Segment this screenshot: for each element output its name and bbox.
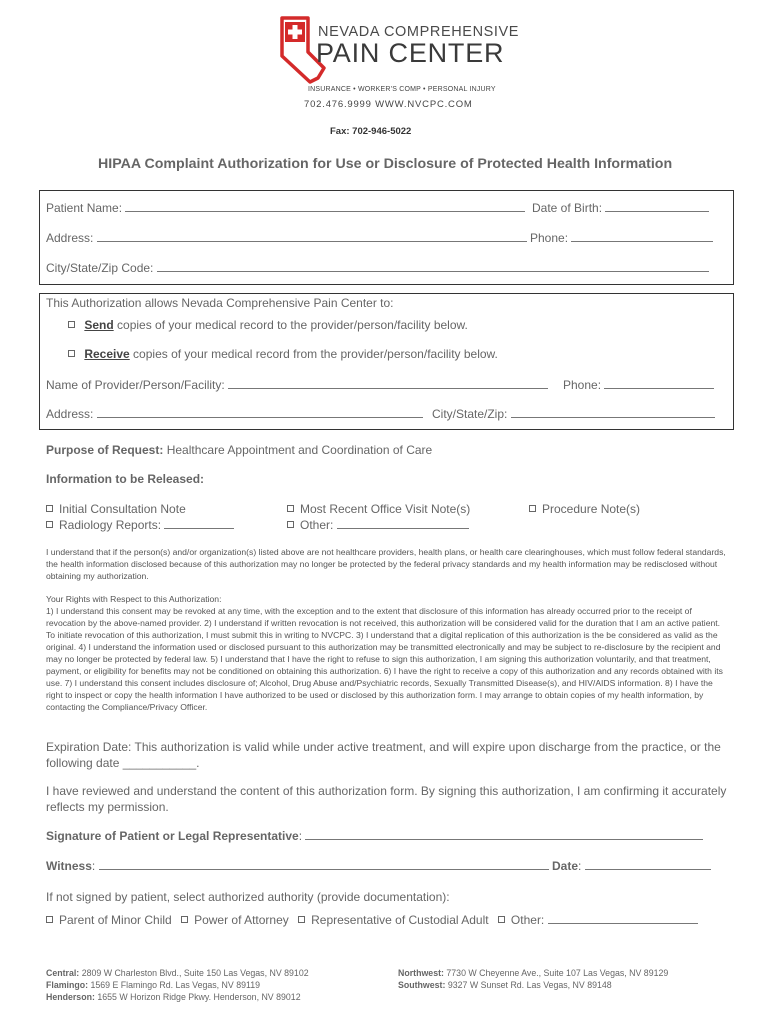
org-tagline: INSURANCE • WORKER'S COMP • PERSONAL INJURY — [308, 86, 496, 93]
recent-checkbox[interactable] — [287, 505, 294, 512]
radiology-label: Radiology Reports: — [59, 518, 162, 532]
date-label: Date — [552, 859, 579, 873]
signature-row — [46, 828, 703, 843]
patient-city-field[interactable] — [157, 260, 709, 272]
footer-flamingo — [46, 980, 260, 990]
provider-field[interactable] — [228, 377, 548, 389]
rights-heading: Your Rights with Respect to this Authorization: — [46, 594, 222, 604]
reviewed-paragraph: I have reviewed and understand the content of this authorization form. By signing this authorization, I am confirming it accurately reflects my permission. — [46, 784, 727, 814]
henderson-label: Henderson: — [46, 992, 95, 1002]
patient-name-row — [46, 200, 525, 215]
custodial-checkbox[interactable] — [298, 916, 305, 923]
info-procedure-option[interactable] — [529, 502, 640, 516]
info-released-label: Information to be Released: — [46, 472, 205, 486]
org-name-line2: PAIN CENTER — [316, 38, 505, 68]
date-colon: : — [578, 859, 582, 873]
provider-address-field[interactable] — [97, 406, 423, 418]
patient-name-field[interactable] — [125, 200, 525, 212]
central-address: 2809 W Charleston Blvd., Suite 150 Las Vegas, NV 89102 — [79, 968, 309, 978]
poa-checkbox[interactable] — [181, 916, 188, 923]
dob-field[interactable] — [605, 200, 709, 212]
fax-number: Fax: 702-946-5022 — [330, 126, 412, 137]
patient-address-field[interactable] — [97, 230, 527, 242]
send-checkbox[interactable] — [68, 321, 75, 328]
other-checkbox[interactable] — [287, 521, 294, 528]
provider-phone-label: Phone: — [563, 378, 602, 392]
footer-henderson — [46, 992, 301, 1002]
witness-field[interactable] — [99, 858, 549, 870]
provider-address-row — [46, 406, 423, 421]
flamingo-address: 1569 E Flamingo Rd. Las Vegas, NV 89119 — [88, 980, 261, 990]
authority-custodial-option[interactable] — [298, 913, 488, 927]
other-field[interactable] — [337, 517, 469, 529]
receive-text: copies of your medical record from the provider/person/facility below. — [129, 347, 498, 361]
procedure-checkbox[interactable] — [529, 505, 536, 512]
signature-colon: : — [298, 829, 303, 843]
authority-other-label: Other: — [510, 913, 545, 927]
authority-poa-option[interactable] — [181, 913, 289, 927]
other-label: Other: — [300, 518, 334, 532]
date-row — [552, 858, 711, 873]
org-contact: 702.476.9999 WWW.NVCPC.COM — [304, 99, 473, 110]
parent-label: Parent of Minor Child — [59, 913, 172, 927]
patient-address-label: Address: — [46, 231, 94, 245]
signature-field[interactable] — [305, 828, 703, 840]
authority-other-field[interactable] — [548, 912, 698, 924]
form-title: HIPAA Complaint Authorization for Use or Disclosure of Protected Health Information — [98, 156, 673, 172]
footer-northwest — [398, 968, 668, 978]
org-name-line1: NEVADA COMPREHENSIVE — [318, 24, 520, 40]
provider-city-label: City/State/Zip: — [432, 407, 508, 421]
custodial-label: Representative of Custodial Adult — [311, 913, 489, 927]
authority-parent-option[interactable] — [46, 913, 172, 927]
rights-paragraph: 1) I understand this consent may be revoked at any time, with the exception and to the extent that disclosure of this information has already occurred prior to the receipt of revocation by the above-named provider. 2) I understand if written revocation is not received, this authorization will be considered valid for the duration that I am an active patient. To initiate revocation of this authorization, I must submit this in writing to NVCPC. 3) I understand that a digital replication of this authorization is the be considered as valid as the original. 4) I understand the information used or disclosed pursuant to this authorization may be transmitted electronically and may be subject to re-disclosure by the recipient and may no longer be protected by federal law. 5) I understand that I have the right to refuse to sign this authorization, I am signing this authorization voluntarily, and that treatment, payment, or eligibility for benefits may not be conditioned on obtaining this authorization. 6) I have the right to receive a copy of this authorization and any records obtained with its use. 7) I understand this consent includes disclosure of; Alcohol, Drug Abuse and/Psychiatric records, Sexually Transmitted Disease(s), and HIV/AIDS information. 8) I have the right to inspect or copy the health information I have authorized to be used or disclosed by this authorization form. I may arrange to obtain copies of my health information, by contacting the Compliance/Privacy Officer. — [46, 606, 723, 712]
provider-phone-field[interactable] — [604, 377, 714, 389]
expiration-paragraph: Expiration Date: This authorization is valid while under active treatment, and will expire upon discharge from the practice, or the following date ___________. — [46, 740, 721, 770]
date-field[interactable] — [585, 858, 711, 870]
radiology-checkbox[interactable] — [46, 521, 53, 528]
patient-city-label: City/State/Zip Code: — [46, 261, 154, 275]
footer-southwest — [398, 980, 612, 990]
central-label: Central: — [46, 968, 80, 978]
northwest-address: 7730 W Cheyenne Ave., Suite 107 Las Vegas, NV 89129 — [443, 968, 669, 978]
authority-options — [46, 912, 698, 927]
info-radiology-option[interactable] — [46, 517, 234, 532]
henderson-address: 1655 W Horizon Ridge Pkwy. Henderson, NV 89012 — [94, 992, 301, 1002]
dob-label: Date of Birth: — [532, 201, 603, 215]
poa-label: Power of Attorney — [194, 913, 289, 927]
patient-address-row — [46, 230, 527, 245]
procedure-label: Procedure Note(s) — [542, 502, 641, 516]
authority-intro: If not signed by patient, select authorized authority (provide documentation): — [46, 890, 450, 904]
receive-checkbox[interactable] — [68, 350, 75, 357]
provider-address-label: Address: — [46, 407, 94, 421]
southwest-address: 9327 W Sunset Rd. Las Vegas, NV 89148 — [445, 980, 612, 990]
authority-other-option[interactable] — [498, 913, 698, 927]
purpose-value: Healthcare Appointment and Coordination of Care — [166, 443, 433, 457]
initial-checkbox[interactable] — [46, 505, 53, 512]
info-other-option[interactable] — [287, 517, 469, 532]
authority-other-checkbox[interactable] — [498, 916, 505, 923]
patient-phone-row — [530, 230, 713, 245]
provider-phone-row — [563, 377, 714, 392]
patient-name-label: Patient Name: — [46, 201, 123, 215]
info-initial-option[interactable] — [46, 502, 186, 516]
receive-word: Receive — [84, 347, 130, 361]
patient-city-row — [46, 260, 709, 275]
auth-intro: This Authorization allows Nevada Comprehensive Pain Center to: — [46, 296, 394, 310]
witness-row — [46, 858, 549, 873]
witness-label: Witness — [46, 859, 92, 873]
initial-label: Initial Consultation Note — [59, 502, 186, 516]
info-recent-option[interactable] — [287, 502, 470, 516]
provider-label: Name of Provider/Person/Facility: — [46, 378, 225, 392]
northwest-label: Northwest: — [398, 968, 444, 978]
provider-city-row — [432, 406, 715, 421]
witness-colon: : — [91, 859, 96, 873]
signature-label: Signature of Patient or Legal Representative — [46, 829, 299, 843]
recent-label: Most Recent Office Visit Note(s) — [300, 502, 471, 516]
purpose-row — [46, 443, 432, 457]
radiology-field[interactable] — [164, 517, 234, 529]
understand-paragraph: I understand that if the person(s) and/or organization(s) listed above are not healthcare providers, health plans, or health care clearinghouses, which must follow federal standards, the health information disclosed because of this authorization may no longer be protected by the federal privacy standards and my health information may be redisclosed without obtaining my authorization. — [46, 547, 726, 581]
patient-phone-field[interactable] — [571, 230, 713, 242]
receive-option[interactable] — [68, 347, 498, 361]
footer-central — [46, 968, 309, 978]
flamingo-label: Flamingo: — [46, 980, 89, 990]
purpose-label: Purpose of Request: — [46, 443, 164, 457]
dob-row — [532, 200, 709, 215]
send-text: copies of your medical record to the provider/person/facility below. — [113, 318, 468, 332]
send-word: Send — [84, 318, 114, 332]
southwest-label: Southwest: — [398, 980, 446, 990]
send-option[interactable] — [68, 318, 468, 332]
provider-row — [46, 377, 548, 392]
provider-city-field[interactable] — [511, 406, 715, 418]
parent-checkbox[interactable] — [46, 916, 53, 923]
patient-phone-label: Phone: — [530, 231, 569, 245]
